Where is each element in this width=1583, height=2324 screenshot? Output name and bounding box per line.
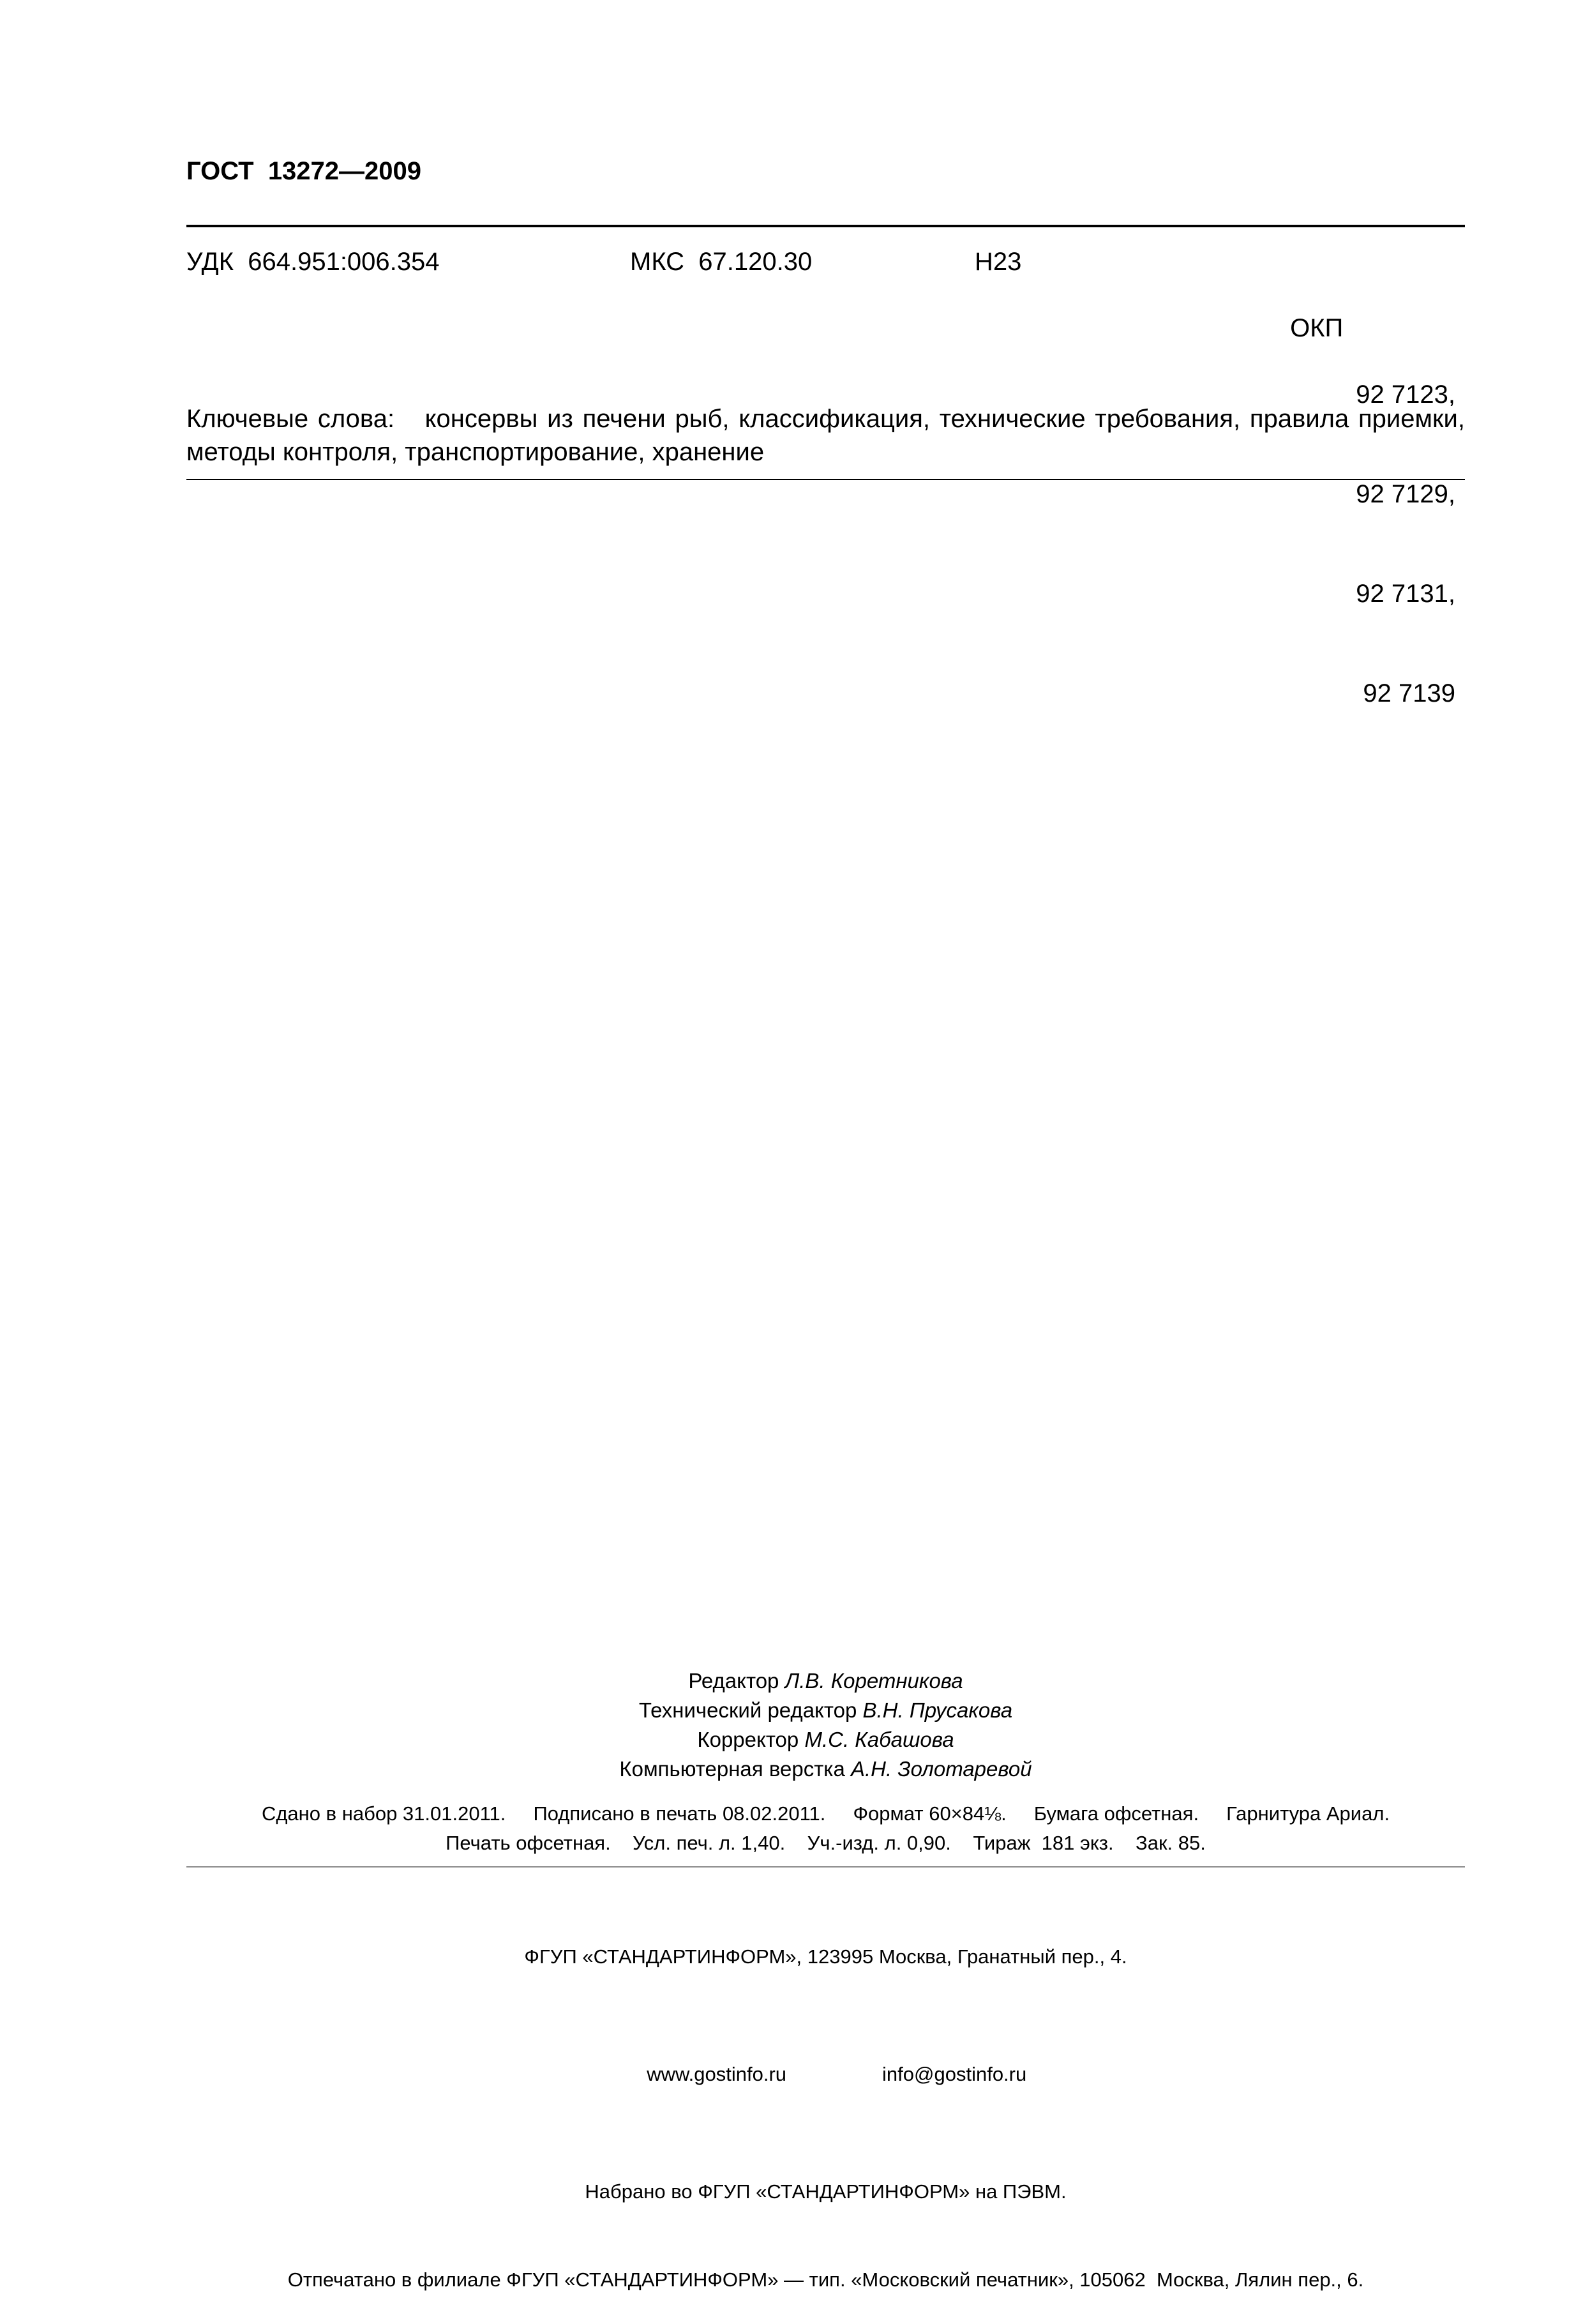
credit-role: Технический редактор <box>638 1698 857 1722</box>
okp-code: 92 7139 <box>1363 679 1455 707</box>
udk-code: УДК 664.951:006.354 <box>186 248 440 276</box>
publisher-contacts <box>186 2030 1465 2118</box>
credit-name: В.Н. Прусакова <box>862 1698 1013 1722</box>
publisher-block <box>186 1883 1465 2324</box>
imprint-rule <box>186 1866 1465 1867</box>
okp-code: 92 7129, <box>1356 480 1455 508</box>
publisher-typeset: Набрано во ФГУП «СТАНДАРТИНФОРМ» на ПЭВМ. <box>585 2180 1067 2203</box>
keywords-paragraph <box>186 402 1465 469</box>
credit-name: Л.В. Коретникова <box>784 1669 963 1693</box>
imprint-line-1: Сдано в набор 31.01.2011. Подписано в печать 08.02.2011. Формат 60×84⅛. Бумага офсетная. Гарнитура Ариал. <box>261 1802 1390 1825</box>
group-code: Н23 <box>975 248 1022 276</box>
keywords-text: консервы из печени рыб, классификация, технические требования, правила приемки, методы контроля, транспортирование, хранение <box>186 405 1465 466</box>
okp-block <box>1290 245 1455 810</box>
credit-name: М.С. Кабашова <box>804 1728 954 1751</box>
credit-role: Редактор <box>688 1669 779 1693</box>
document-header: ГОСТ 13272—2009 <box>186 157 422 185</box>
publisher-website[interactable]: www.gostinfo.ru <box>647 2063 787 2085</box>
publisher-email[interactable]: info@gostinfo.ru <box>882 2063 1027 2085</box>
keywords-label: Ключевые слова: <box>186 405 395 433</box>
mks-code: МКС 67.120.30 <box>630 248 813 276</box>
credit-role: Компьютерная верстка <box>619 1757 845 1781</box>
keywords-rule <box>186 479 1465 480</box>
credits-block <box>186 1666 1465 1784</box>
credit-editor <box>186 1666 1465 1696</box>
publisher-printed: Отпечатано в филиале ФГУП «СТАНДАРТИНФОРМ» — тип. «Московский печатник», 105062 Москва, Лялин пер., 6. <box>287 2268 1364 2291</box>
okp-label: ОКП <box>1290 314 1344 342</box>
publisher-address: ФГУП «СТАНДАРТИНФОРМ», 123995 Москва, Гранатный пер., 4. <box>524 1945 1127 1968</box>
imprint-line-2: Печать офсетная. Усл. печ. л. 1,40. Уч.-изд. л. 0,90. Тираж 181 экз. Зак. 85. <box>446 1832 1206 1854</box>
credit-layout <box>186 1754 1465 1784</box>
credit-name: А.Н. Золотаревой <box>851 1757 1032 1781</box>
credit-tech-editor <box>186 1696 1465 1725</box>
okp-code: 92 7123, <box>1356 381 1455 409</box>
okp-code: 92 7131, <box>1356 580 1455 608</box>
credit-proofreader <box>186 1725 1465 1754</box>
credit-role: Корректор <box>697 1728 799 1751</box>
header-rule <box>186 225 1465 227</box>
